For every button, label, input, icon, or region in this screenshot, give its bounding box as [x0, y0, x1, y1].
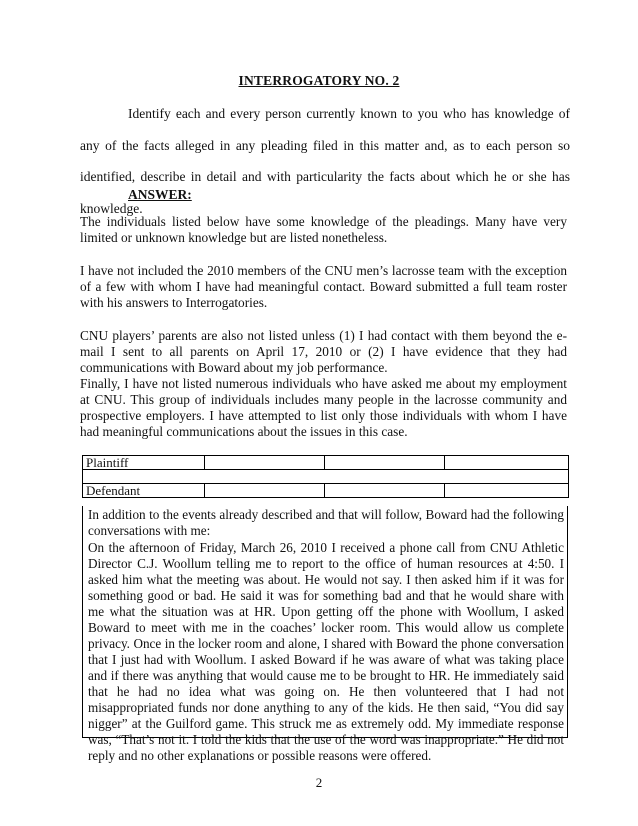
table-cell — [325, 456, 445, 470]
answer-paragraph: CNU players’ parents are also not listed unless (1) I had contact with them beyond the e-mail I sent to all parents on April 17, 2010 or (2) I have evidence that they had communications with Boward about my job performance. — [80, 328, 567, 375]
parties-table — [82, 455, 569, 498]
answer-paragraph: The individuals listed below have some knowledge of the pleadings. Many have very limited or unknown knowledge but are listed nonetheless. — [80, 214, 567, 245]
interrogatory-heading: INTERROGATORY NO. 2 — [238, 73, 400, 88]
table-cell — [325, 484, 445, 498]
table-cell — [205, 484, 325, 498]
answer-paragraph: Finally, I have not listed numerous individuals who have asked me about my employment at CNU. This group of individuals includes many people in the lacrosse community and prospective employers. I have attempted to list only those individuals with whom I have had meaningful communications about the issues in this case. — [80, 376, 567, 439]
conversations-intro: In addition to the events already described and that will follow, Boward had the following conversations with me: — [88, 507, 564, 538]
table-cell — [205, 456, 325, 470]
answer-label: ANSWER: — [128, 187, 192, 202]
table-cell — [445, 456, 569, 470]
table-cell — [445, 484, 569, 498]
table-cell: Defendant — [83, 484, 205, 498]
conversations-narrative: On the afternoon of Friday, March 26, 2010 I received a phone call from CNU Athletic Director C.J. Woollum telling me to report to the office of human resources at 4:50. I asked him what the meeting was about. He would not say. I then asked him if it was for something good or bad. He said it was for something bad and that he would share with me what the situation was at HR. Upon getting off the phone with Woollum, I asked Boward to meet with me in the coaches’ locker room. This would allow us complete privacy. Once in the locker room and alone, I shared with Boward the phone conversation that I just had with Woollum. I asked Boward if he was aware of what was taking place and if there was anything that would cause me to be brought to HR. He immediately said that he had no idea what was going on. He then volunteered that I had not misappropriated funds nor done anything to any of the kids. He then said, “You did say nigger” at the Guilford game. This struck me as extremely odd. My immediate response was, “That’s not it. I told the kids that the use of the word was inappropriate.” He did not reply and no other explanations or possible reasons were offered. — [88, 540, 564, 763]
table-row — [83, 484, 569, 498]
table-row — [83, 456, 569, 470]
table-cell — [83, 470, 569, 484]
page-number: 2 — [315, 775, 323, 790]
table-row — [83, 470, 569, 484]
answer-paragraph: I have not included the 2010 members of the CNU men’s lacrosse team with the exception of a few with whom I have had meaningful contact. Boward submitted a full team roster with his answers to Interrogatories. — [80, 263, 567, 310]
table-cell: Plaintiff — [83, 456, 205, 470]
interrogatory-question: Identify each and every person currently known to you who has knowledge of any of the facts alleged in any pleading filed in this matter and, as to each person so identified, describe in detail and with particularity the facts about which he or she has knowledge. — [80, 106, 570, 216]
